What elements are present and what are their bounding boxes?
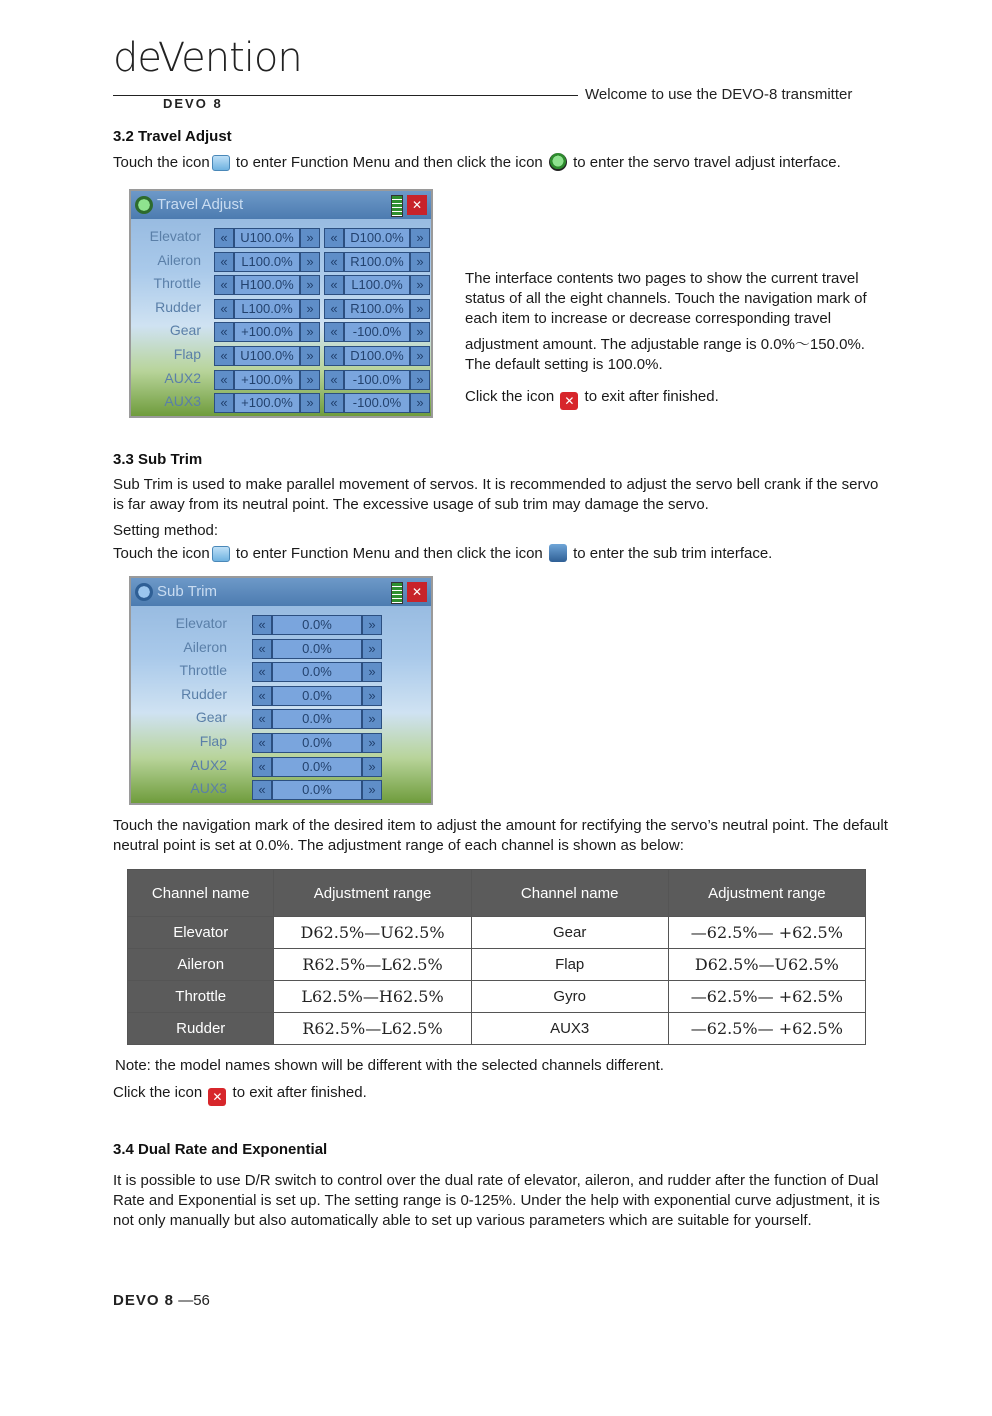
channel-label: AUX2 [164,369,201,386]
increase-button[interactable]: » [362,615,382,635]
channel-name-cell: Gear [471,917,668,949]
increase-button[interactable]: » [362,662,382,682]
table-header: Adjustment range [274,870,471,917]
channel-name-cell: Gyro [471,981,668,1013]
increase-button[interactable]: » [362,709,382,729]
channel-label: Rudder [155,298,201,315]
exit-icon[interactable]: ✕ [407,582,427,602]
decrease-left-button[interactable]: « [214,346,234,366]
page-footer: DEVO 8 —56 [113,1292,210,1309]
channel-name-cell: AUX3 [471,1013,668,1045]
table-row [128,949,866,981]
travel-right-value: -100.0% [344,322,410,342]
range-cell: R62.5%—L62.5% [274,1013,471,1045]
subtrim-row [131,780,431,800]
table-header: Adjustment range [668,870,865,917]
subtrim-value: 0.0% [272,662,362,682]
channel-name-cell: Elevator [128,917,274,949]
subtrim-value: 0.0% [272,639,362,659]
increase-button[interactable]: » [362,686,382,706]
function-menu-icon [212,546,230,562]
increase-left-button[interactable]: » [300,252,320,272]
range-cell: —62.5%— +62.5% [668,917,865,949]
travel-row [131,370,431,390]
channel-name-cell: Flap [471,949,668,981]
travel-adjust-icon [549,153,567,171]
travel-row [131,299,431,319]
dual-rate-paragraph: It is possible to use D/R switch to control over the dual rate of elevator, aileron, and rudder after the function of Dual Rate and Exponential is set up. The setting range is 0-125%. Under the help with exponential curve adjustment, it is not only manually but also automatically able to set up various parameters which are suitable for yourself. [113,1172,880,1229]
channel-label: Throttle [153,275,201,292]
increase-left-button[interactable]: » [300,322,320,342]
decrease-left-button[interactable]: « [214,275,234,295]
channel-label: Rudder [181,685,227,702]
battery-icon [391,195,403,217]
range-cell: L62.5%—H62.5% [274,981,471,1013]
exit-icon: ✕ [560,392,578,410]
decrease-button[interactable]: « [252,615,272,635]
increase-right-button[interactable]: » [410,346,430,366]
battery-icon [391,582,403,604]
table-row [128,981,866,1013]
subtrim-table-intro: Touch the navigation mark of the desired item to adjust the amount for rectifying the servo’s neutral point. The default neutral point is set at 0.0%. The adjustment range of each channel is shown as below: [113,817,888,854]
channel-label: Elevator [149,228,201,244]
function-menu-icon [212,155,230,171]
channel-label: AUX3 [164,393,201,410]
increase-left-button[interactable]: » [300,275,320,295]
travel-left-value: L100.0% [234,252,300,272]
decrease-right-button[interactable]: « [324,275,344,295]
section-heading-sub-trim: 3.3 Sub Trim [113,451,203,468]
travel-left-value: L100.0% [234,299,300,319]
table-header: Channel name [471,870,668,917]
channel-label: Elevator [175,615,227,631]
model-names-note: Note: the model names shown will be different with the selected channels different. [115,1057,664,1074]
channel-label: AUX2 [190,756,227,773]
decrease-button[interactable]: « [252,757,272,777]
decrease-left-button[interactable]: « [214,393,234,413]
increase-right-button[interactable]: » [410,275,430,295]
section-heading-dual-rate: 3.4 Dual Rate and Exponential [113,1141,328,1158]
travel-left-value: H100.0% [234,275,300,295]
travel-row [131,228,431,248]
sub-trim-icon [135,583,153,601]
subtrim-intro: Touch the icon to enter Function Menu and then click the icon to enter the sub trim interface. [113,545,773,562]
channel-label: Aileron [183,638,227,655]
exit-icon: ✕ [208,1088,226,1106]
subtrim-screen-title: Sub Trim [157,583,218,600]
header-rule [113,95,578,96]
range-cell: —62.5%— +62.5% [668,981,865,1013]
channel-label: AUX3 [190,780,227,797]
decrease-left-button[interactable]: « [214,370,234,390]
table-row [128,1013,866,1045]
range-cell: R62.5%—L62.5% [274,949,471,981]
decrease-right-button[interactable]: « [324,322,344,342]
travel-row [131,322,431,342]
decrease-left-button[interactable]: « [214,299,234,319]
subtrim-row [131,757,431,777]
increase-left-button[interactable]: » [300,299,320,319]
subtrim-row [131,686,431,706]
decrease-right-button[interactable]: « [324,228,344,248]
channel-name-cell: Aileron [128,949,274,981]
decrease-button[interactable]: « [252,709,272,729]
travel-row [131,275,431,295]
increase-right-button[interactable]: » [410,252,430,272]
channel-label: Throttle [179,662,227,679]
travel-adjust-icon [135,196,153,214]
travel-left-value: +100.0% [234,370,300,390]
subtrim-screen-titlebar [131,578,431,606]
decrease-button[interactable]: « [252,686,272,706]
travel-description: The interface contents two pages to show the current travel status of all the eight channels. Touch the navigation mark of each item to increase or decrease corresponding travel [465,270,867,327]
travel-adjust-screen [129,189,433,418]
increase-button[interactable]: » [362,757,382,777]
decrease-left-button[interactable]: « [214,322,234,342]
subtrim-value: 0.0% [272,615,362,635]
travel-right-value: D100.0% [344,228,410,248]
decrease-right-button[interactable]: « [324,370,344,390]
brand-logo: deVention [113,35,302,81]
subtrim-value: 0.0% [272,709,362,729]
subtrim-value: 0.0% [272,733,362,753]
increase-button[interactable]: » [362,780,382,800]
increase-right-button[interactable]: » [410,299,430,319]
section-heading-travel-adjust: 3.2 Travel Adjust [113,128,232,145]
channel-name-cell: Throttle [128,981,274,1013]
travel-range-description: adjustment amount. The adjustable range is 0.0%～150.0%. The default setting is 100.0%. [465,336,865,373]
channel-label: Flap [199,733,227,749]
subtrim-row [131,733,431,753]
subtrim-row [131,615,431,635]
channel-label: Gear [195,709,227,726]
setting-method: Setting method: [113,522,219,539]
decrease-button[interactable]: « [252,780,272,800]
travel-row [131,252,431,272]
subtrim-row [131,709,431,729]
travel-right-value: L100.0% [344,275,410,295]
channel-label: Aileron [157,251,201,268]
travel-right-value: -100.0% [344,393,410,413]
decrease-right-button[interactable]: « [324,252,344,272]
range-cell: D62.5%—U62.5% [274,917,471,949]
travel-left-value: +100.0% [234,322,300,342]
increase-button[interactable]: » [362,639,382,659]
decrease-left-button[interactable]: « [214,252,234,272]
subtrim-exit-instruction: Click the icon ✕ to exit after finished. [113,1084,367,1104]
travel-intro: Touch the icon to enter Function Menu and then click the icon to enter the servo travel adjust interface. [113,154,841,171]
range-cell: D62.5%—U62.5% [668,949,865,981]
increase-right-button[interactable]: » [410,322,430,342]
increase-left-button[interactable]: » [300,393,320,413]
increase-button[interactable]: » [362,733,382,753]
travel-screen-titlebar [131,191,431,219]
increase-left-button[interactable]: » [300,346,320,366]
travel-left-value: U100.0% [234,346,300,366]
increase-left-button[interactable]: » [300,228,320,248]
table-row [128,917,866,949]
subtrim-value: 0.0% [272,757,362,777]
subtrim-value: 0.0% [272,780,362,800]
travel-exit-instruction: Click the icon ✕ to exit after finished. [465,388,719,408]
sub-trim-screen [129,576,433,805]
header-title: Welcome to use the DEVO-8 transmitter [585,86,853,103]
table-header: Channel name [128,870,274,917]
travel-right-value: R100.0% [344,299,410,319]
brand-model: DEVO 8 [163,96,223,111]
travel-row [131,346,431,366]
travel-left-value: U100.0% [234,228,300,248]
adjustment-range-table [127,869,866,1045]
travel-left-value: +100.0% [234,393,300,413]
travel-right-value: -100.0% [344,370,410,390]
subtrim-value: 0.0% [272,686,362,706]
travel-row [131,393,431,413]
decrease-right-button[interactable]: « [324,299,344,319]
decrease-right-button[interactable]: « [324,393,344,413]
range-cell: —62.5%— +62.5% [668,1013,865,1045]
decrease-right-button[interactable]: « [324,346,344,366]
channel-label: Gear [169,322,201,339]
decrease-left-button[interactable]: « [214,228,234,248]
decrease-button[interactable]: « [252,733,272,753]
travel-screen-title: Travel Adjust [157,196,244,213]
travel-right-value: D100.0% [344,346,410,366]
sub-trim-icon [549,544,567,562]
channel-name-cell: Rudder [128,1013,274,1045]
travel-right-value: R100.0% [344,252,410,272]
increase-right-button[interactable]: » [410,370,430,390]
increase-right-button[interactable]: » [410,393,430,413]
subtrim-row [131,639,431,659]
increase-right-button[interactable]: » [410,228,430,248]
subtrim-row [131,662,431,682]
subtrim-paragraph: Sub Trim is used to make parallel movement of servos. It is recommended to adjust the servo bell crank if the servo is far away from its neutral point. The excessive usage of sub trim may damage the servo. [113,476,879,513]
decrease-button[interactable]: « [252,662,272,682]
decrease-button[interactable]: « [252,639,272,659]
channel-label: Flap [173,346,201,362]
increase-left-button[interactable]: » [300,370,320,390]
exit-icon[interactable]: ✕ [407,195,427,215]
